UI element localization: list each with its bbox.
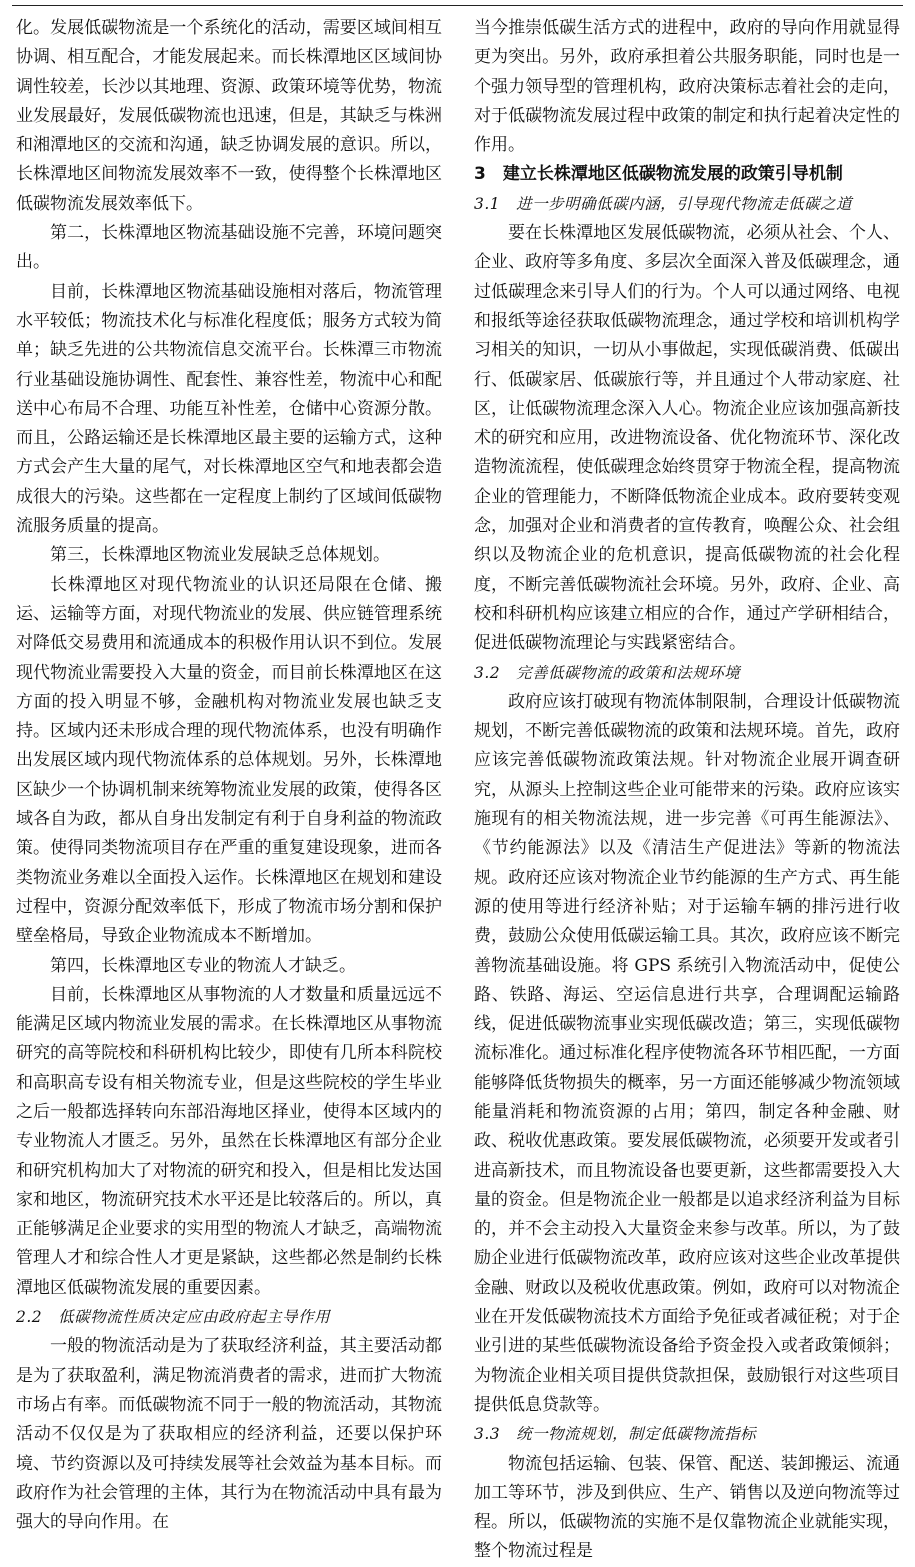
paragraph: 第二，长株潭地区物流基础设施不完善，环境问题突出。 (16, 223, 442, 273)
subsection-heading-3-2: 3.2 完善低碳物流的政策和法规环境 (474, 663, 741, 682)
header-rule (12, 5, 903, 6)
paragraph: 政府应该打破现有物流体制限制，合理设计低碳物流规划，不断完善低碳物流的政策和法规环境。首先，政府应该完善低碳物流政策法规。针对物流企业展开调查研究，从源头上控制这些企业可能带来的污染。政府应该实施现有的相关物流法规，进一步完善《可再生能源法》、《节约能源法》以及《清洁生产促进法》等新的物流法规。政府还应该对物流企业节约能源的生产方式、再生能源的使用等进行经济补贴；对于运输车辆的排污进行收费，鼓励公众使用低碳运输工具。其次，政府应该不断完善物流基础设施。将 GPS 系统引入物流活动中，促使公路、铁路、海运、空运信息进行共享，合理调配运输路线，促进低碳物流事业实现低碳改造；第三，实现低碳物流标准化。通过标准化程序使物流各环节相匹配，一方面能够降低货物损失的概率，另一方面还能够减少物流领域能量消耗和物流资源的占用；第四，制定各种金融、财政、税收优惠政策。要发展低碳物流，必须要开发或者引进高新技术，而且物流设备也要更新，这些都需要投入大量的资金。但是物流企业一般都是以追求经济利益为目标的，并不会主动投入大量资金来参与改革。所以，为了鼓励企业进行低碳物流改革，政府应该对这些企业改革提供金融、财政以及税收优惠政策。例如，政府可以对物流企业在开发低碳物流技术方面给予免征或者减征税；对于企业引进的某些低碳物流设备给予资金投入或者政策倾斜；为物流企业相关项目提供贷款担保，鼓励银行对这些项目提供低息贷款等。 (474, 691, 900, 1415)
paragraph: 目前，长株潭地区从事物流的人才数量和质量远远不能满足区域内物流业发展的需求。在长株潭地区从事物流研究的高等院校和科研机构比较少，即使有几所本科院校和高职高专设有相关物流专业，但是这些院校的学生毕业之后一般都选择转向东部沿海地区择业，使得本区域内的专业物流人才匮乏。另外，虽然在长株潭地区有部分企业和研究机构加大了对物流的研究和投入，但是相比发达国家和地区，物流研究技术水平还是比较落后的。所以，真正能够满足企业要求的实用型的物流人才缺乏，高端物流管理人才和综合性人才更是紧缺，这些都必然是制约长株潭地区低碳物流发展的重要因素。 (16, 984, 442, 1298)
paragraph: 要在长株潭地区发展低碳物流，必须从社会、个人、企业、政府等多角度、多层次全面深入普及低碳理念，通过低碳理念来引导人们的行为。个人可以通过网络、电视和报纸等途径获取低碳物流理念，通过学校和培训机构学习相关的知识，一切从小事做起，实现低碳消费、低碳出行、低碳家居、低碳旅行等，并且通过个人带动家庭、社区，让低碳物流理念深入人心。物流企业应该加强高新技术的研究和应用，改进物流设备、优化物流环节、深化改造物流流程，使低碳理念始终贯穿于物流全程，提高物流企业的管理能力，不断降低物流企业成本。政府要转变观念，加强对企业和消费者的宣传教育，唤醒公众、社会组织以及物流企业的危机意识，提高低碳物流的社会化程度，不断完善低碳物流社会环境。另外，政府、企业、高校和科研机构应该建立相应的合作，通过产学研相结合，促进低碳物流理论与实践紧密结合。 (474, 223, 900, 654)
paragraph: 第四，长株潭地区专业的物流人才缺乏。 (50, 955, 356, 976)
left-column (16, 14, 442, 1537)
paragraph: 长株潭地区对现代物流业的认识还局限在仓储、搬运、运输等方面，对现代物流业的发展、供应链管理系统对降低交易费用和流通成本的积极作用认识不到位。发展现代物流业需要投入大量的资金，而目前长株潭地区在这方面的投入明显不够，金融机构对物流业发展也缺乏支持。区域内还未形成合理的现代物流体系，也没有明确作出发展区域内现代物流体系的总体规划。另外，长株潭地区缺少一个协调机制来统筹物流业发展的政策，使得各区域各自为政，都从自身出发制定有利于自身利益的物流政策。使得同类物流项目存在严重的重复建设现象，进而各类物流业务难以全面投入运作。长株潭地区在规划和建设过程中，资源分配效率低下，形成了物流市场分割和保护壁垒格局，导致企业物流成本不断增加。 (16, 574, 442, 947)
right-column (474, 14, 900, 1567)
subsection-heading-3-1: 3.1 进一步明确低碳内涵，引导现代物流走低碳之道 (474, 194, 853, 213)
paragraph: 当今推崇低碳生活方式的进程中，政府的导向作用就显得更为突出。另外，政府承担着公共服务职能，同时也是一个强力领导型的管理机构，政府决策标志着社会的走向，对于低碳物流发展过程中政策的制定和执行起着决定性的作用。 (474, 18, 900, 156)
section-heading-3: 3 建立长株潭地区低碳物流发展的政策引导机制 (474, 164, 843, 185)
paragraph: 目前，长株潭地区物流基础设施相对落后，物流管理水平较低；物流技术化与标准化程度低；服务方式较为简单；缺乏先进的公共物流信息交流平台。长株潭三市物流行业基础设施协调性、配套性、兼容性差，物流中心和配送中心布局不合理、功能互补性差，仓储中心资源分散。而且，公路运输还是长株潭地区最主要的运输方式，这种方式会产生大量的尾气，对长株潭地区空气和地表都会造成很大的污染。这些都在一定程度上制约了区域间低碳物流服务质量的提高。 (16, 281, 442, 537)
subsection-heading-2-2: 2.2 低碳物流性质决定应由政府起主导作用 (16, 1308, 331, 1327)
subsection-heading-3-3: 3.3 统一物流规划，制定低碳物流指标 (474, 1425, 757, 1444)
paragraph: 化。发展低碳物流是一个系统化的活动，需要区域间相互协调、相互配合，才能发展起来。而长株潭地区区域间协调性较差，长沙以其地理、资源、政策环境等优势，物流业发展最好，发展低碳物流也迅速，但是，其缺乏与株洲和湘潭地区的交流和沟通，缺乏协调发展的意识。所以，长株潭地区间物流发展效率不一致，使得整个长株潭地区低碳物流发展效率低下。 (16, 18, 442, 214)
paragraph: 一般的物流活动是为了获取经济利益，其主要活动都是为了获取盈利，满足物流消费者的需求，进而扩大物流市场占有率。而低碳物流不同于一般的物流活动，其物流活动不仅仅是为了获取相应的经济利益，还要以保护环境、节约资源以及可持续发展等社会效益为基本目标。而政府作为社会管理的主体，其行为在物流活动中具有最为强大的导向作用。在 (16, 1336, 442, 1533)
paragraph: 物流包括运输、包装、保管、配送、装卸搬运、流通加工等环节，涉及到供应、生产、销售以及逆向物流等过程。所以，低碳物流的实施不是仅靠物流企业就能实现，整个物流过程是 (474, 1453, 900, 1562)
paragraph: 第三，长株潭地区物流业发展缺乏总体规划。 (50, 545, 390, 566)
